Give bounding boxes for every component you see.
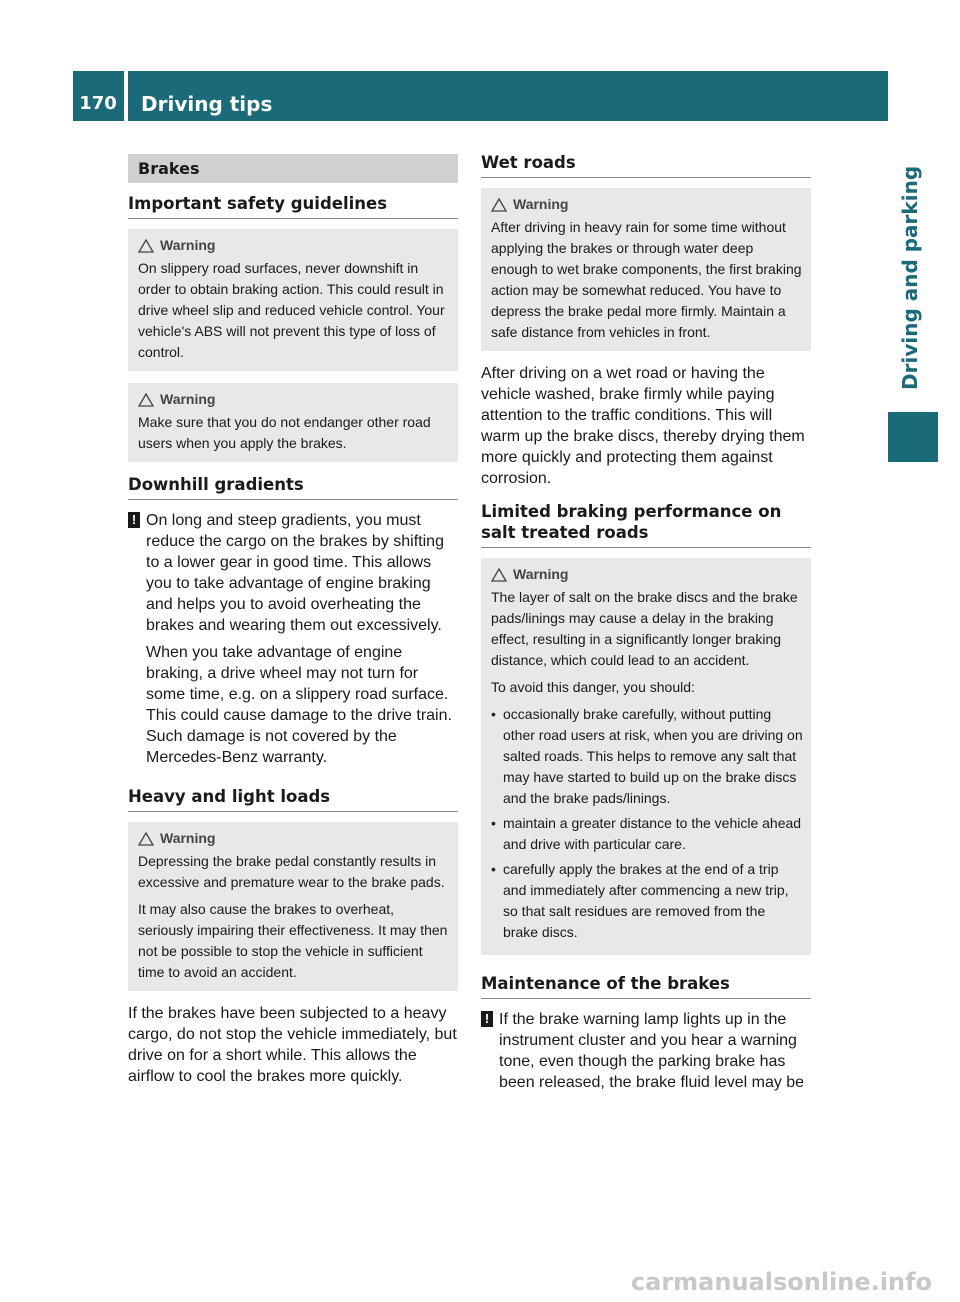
note-text: If the brake warning lamp lights up in the instrument cluster and you hear a warning tone, even though the parking brake has been released, the brake fluid level may be <box>499 1011 805 1091</box>
warning-text: Make sure that you do not endanger other road users when you apply the brakes. <box>138 414 431 451</box>
bullet-list <box>491 704 803 943</box>
heading-downhill-gradients: Downhill gradients <box>128 474 458 500</box>
note-block <box>481 1009 811 1099</box>
body-paragraph: If the brakes have been subjected to a heavy cargo, do not stop the vehicle immediately, but drive on for a short while. This allows the airflow to cool the brakes more quickly. <box>128 1005 457 1085</box>
chapter-tab-label: Driving and parking <box>898 165 922 390</box>
body-paragraph: After driving on a wet road or having the vehicle washed, brake firmly while paying attention to the traffic conditions. This will warm up the brake discs, thereby drying them more quickly and protecting them against corrosion. <box>481 365 805 487</box>
heading-salt-treated-roads: Limited braking performance on salt treated roads <box>481 501 811 548</box>
warning-box <box>481 188 811 351</box>
warning-box <box>128 383 458 462</box>
heading-safety-guidelines: Important safety guidelines <box>128 193 458 219</box>
page-title: Driving tips <box>141 92 273 116</box>
warning-title: Warning <box>513 196 569 212</box>
warning-title: Warning <box>160 237 216 253</box>
warning-triangle-icon <box>138 393 154 407</box>
list-item: • maintain a greater distance to the vehicle ahead and drive with particular care. <box>491 813 803 855</box>
exclamation-icon: ! <box>481 1011 493 1027</box>
warning-text: To avoid this danger, you should: <box>491 679 695 695</box>
warning-text: It may also cause the brakes to overheat, seriously impairing their effectiveness. It may then not be possible to stop the vehicle in sufficient time to avoid an accident. <box>138 901 448 980</box>
warning-box <box>128 229 458 371</box>
warning-box <box>128 822 458 991</box>
warning-triangle-icon <box>491 568 507 582</box>
footer-watermark: carmanualsonline.info <box>630 1268 932 1296</box>
chapter-tab-marker <box>888 412 938 462</box>
list-item: • occasionally brake carefully, without putting other road users at risk, when you are driving on salted roads. This helps to remove any salt that may have started to build up on the brake discs and the brake pads/linings. <box>491 704 803 809</box>
list-item: • carefully apply the brakes at the end of a trip and immediately after commencing a new trip, so that salt residues are removed from the brake discs. <box>491 859 803 943</box>
warning-box <box>481 558 811 955</box>
warning-title: Warning <box>160 391 216 407</box>
right-column <box>481 150 811 1111</box>
warning-title: Warning <box>160 830 216 846</box>
header-divider <box>124 71 128 121</box>
warning-title: Warning <box>513 566 569 582</box>
note-text: When you take advantage of engine braking, a drive wheel may not turn for some time, e.g. on a slippery road surface. This could cause damage to the drive train. Such damage is not covered by the Mercedes-Benz warranty. <box>146 644 452 766</box>
warning-triangle-icon <box>491 198 507 212</box>
note-block <box>128 510 458 774</box>
note-text: On long and steep gradients, you must reduce the cargo on the brakes by shifting to a lower gear in good time. This allows you to take advantage of engine braking and helps you to avoid overheating the brakes and wearing them out excessively. <box>146 512 444 634</box>
left-column <box>128 150 458 1099</box>
warning-text: On slippery road surfaces, never downshift in order to obtain braking action. This could result in drive wheel slip and reduced vehicle control. Your vehicle's ABS will not prevent this type of loss of control. <box>138 260 445 360</box>
warning-text: After driving in heavy rain for some time without applying the brakes or through water deep enough to wet brake components, the first braking action may be somewhat reduced. You have to depress the brake pedal more firmly. Maintain a safe distance from vehicles in front. <box>491 219 802 340</box>
page-number: 170 <box>79 93 117 114</box>
warning-triangle-icon <box>138 832 154 846</box>
heading-heavy-light-loads: Heavy and light loads <box>128 786 458 812</box>
section-title-brakes: Brakes <box>128 154 458 183</box>
warning-triangle-icon <box>138 239 154 253</box>
heading-wet-roads: Wet roads <box>481 152 811 178</box>
heading-brake-maintenance: Maintenance of the brakes <box>481 973 811 999</box>
warning-text: Depressing the brake pedal constantly results in excessive and premature wear to the brake pads. <box>138 853 445 890</box>
warning-text: The layer of salt on the brake discs and the brake pads/linings may cause a delay in the braking effect, resulting in a significantly longer braking distance, which could lead to an accident. <box>491 589 798 668</box>
exclamation-icon: ! <box>128 512 140 528</box>
